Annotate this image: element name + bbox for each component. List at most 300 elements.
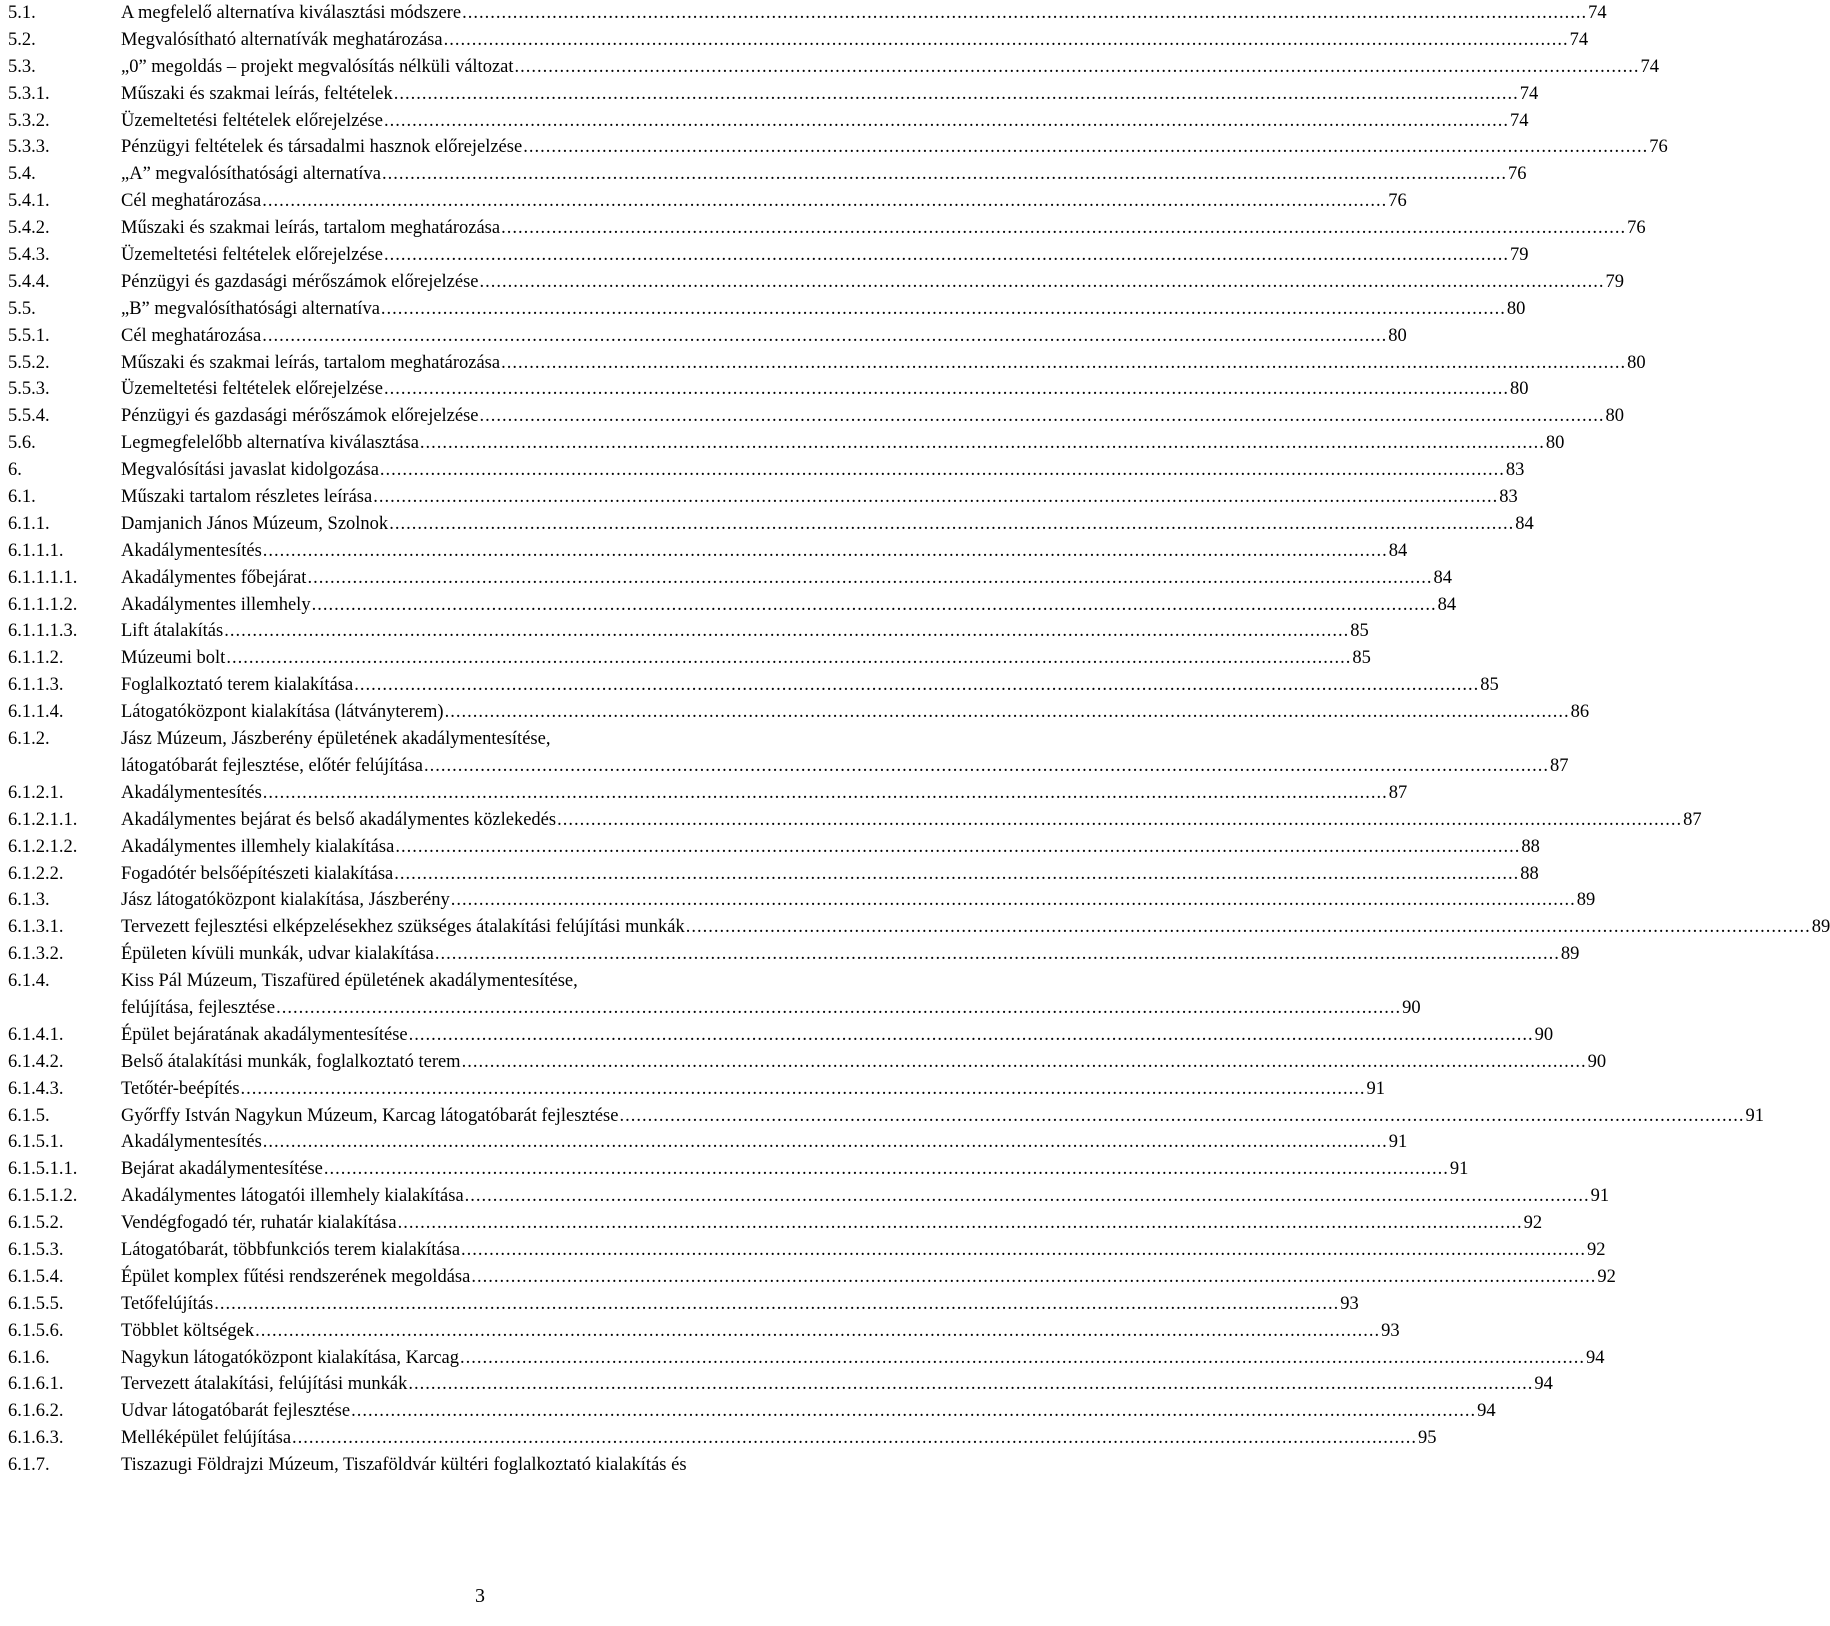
- toc-entry-number: 6.1.5.: [8, 1105, 50, 1126]
- toc-entry-page: 88: [1520, 863, 1539, 884]
- toc-entry-title: Tiszazugi Földrajzi Múzeum, Tiszaföldvár kültéri foglalkoztató kialakítás és: [121, 1455, 687, 1476]
- toc-entry-body: [121, 538, 1408, 565]
- toc-entry-title: Akadálymentes illemhely kialakítása: [121, 836, 395, 857]
- toc-leader-dots: ........................................................................................................................................................................................................: [354, 675, 1480, 696]
- toc-entry[interactable]: [0, 269, 1625, 296]
- toc-leader-dots: ........................................................................................................................................................................................................: [311, 594, 1437, 615]
- toc-entry-page: 76: [1388, 191, 1407, 212]
- toc-entry-title: Többlet költségek: [121, 1320, 255, 1341]
- toc-leader-dots: ........................................................................................................................................................................................................: [224, 621, 1350, 642]
- toc-entry-number: 6.1.1.1.3.: [8, 621, 78, 642]
- toc-entry-body: [121, 1156, 1469, 1183]
- toc-entry-title: Látogatóközpont kialakítása (látványterem): [121, 702, 444, 723]
- toc-entry[interactable]: [0, 592, 1457, 619]
- toc-entry[interactable]: [0, 968, 1421, 1022]
- toc-leader-dots: ........................................................................................................................................................................................................: [380, 298, 1506, 319]
- toc-entry-number: 6.1.3.2.: [8, 944, 64, 965]
- toc-entry-page: 94: [1586, 1347, 1605, 1368]
- toc-entry-number: 6.1.3.1.: [8, 917, 64, 938]
- toc-entry-title: Akadálymentesítés: [121, 782, 262, 803]
- toc-entry-page: 92: [1597, 1266, 1616, 1287]
- toc-entry[interactable]: [0, 834, 1540, 861]
- toc-entry-page: 76: [1507, 164, 1527, 185]
- toc-leader-dots: ........................................................................................................................................................................................................: [462, 3, 1588, 23]
- toc-entry-page: 88: [1521, 836, 1540, 857]
- toc-entry-body: [121, 1022, 1554, 1049]
- toc-leader-dots: ........................................................................................................................................................................................................: [461, 1051, 1587, 1072]
- toc-entry-body: [121, 1318, 1400, 1345]
- toc-entry-title: Múzeumi bolt: [121, 648, 226, 669]
- toc-entry-number: 6.1.1.1.: [8, 540, 64, 561]
- toc-leader-dots: ........................................................................................................................................................................................................: [240, 1078, 1366, 1099]
- toc-entry-title: Üzemeltetési feltételek előrejelzése: [121, 245, 383, 266]
- toc-entry-page: 83: [1499, 487, 1518, 508]
- toc-entry-title: Foglalkoztató terem kialakítása: [121, 675, 354, 696]
- toc-entry-page: 90: [1402, 997, 1421, 1018]
- toc-entry-number: 5.4.3.: [8, 245, 50, 266]
- toc-entry-number: 5.4.1.: [8, 191, 50, 212]
- toc-entry-number: 6.1.2.1.2.: [8, 836, 78, 857]
- toc-entry-title: Pénzügyi és gazdasági mérőszámok előrejelzése: [121, 406, 479, 427]
- toc-entry-page: 92: [1587, 1240, 1606, 1260]
- toc-entry-body: [121, 618, 1369, 645]
- toc-entry-page: 80: [1545, 433, 1565, 454]
- toc-entry[interactable]: [0, 1318, 1400, 1345]
- toc-entry-title: „0” megoldás – projekt megvalósítás nélküli változat: [121, 56, 514, 77]
- toc-entry-body: [121, 1291, 1359, 1318]
- toc-entry-title: Melléképület felújítása: [121, 1428, 292, 1449]
- toc-entry-title: „B” megvalósíthatósági alternatíva: [121, 298, 380, 319]
- toc-entry-number: 5.1.: [8, 3, 36, 23]
- page-number: 3: [475, 1585, 485, 1607]
- toc-entry-body: [121, 1237, 1606, 1264]
- toc-entry[interactable]: [0, 430, 1565, 457]
- toc-entry-title: Megvalósítható alternatívák meghatározása: [121, 29, 443, 50]
- toc-entry[interactable]: [0, 1022, 1554, 1049]
- toc-entry-number: 5.5.3.: [8, 379, 50, 400]
- toc-entry-page: 80: [1627, 352, 1646, 373]
- toc-entry-title: Udvar látogatóbarát fejlesztése: [121, 1401, 351, 1422]
- toc-entry-body: [121, 699, 1590, 726]
- toc-entry-page: 83: [1505, 460, 1525, 481]
- toc-entry-body: [121, 376, 1529, 403]
- toc-leader-dots: ........................................................................................................................................................................................................: [523, 137, 1649, 158]
- toc-entry[interactable]: [0, 1345, 1605, 1372]
- toc-entry-title: Jász látogatóközpont kialakítása, Jászberény: [121, 890, 450, 911]
- toc-entry-title: Műszaki tartalom részletes leírása: [121, 487, 373, 508]
- toc-entry-title: Épületen kívüli munkák, udvar kialakítása: [121, 944, 434, 965]
- toc-entry-title: Üzemeltetési feltételek előrejelzése: [121, 379, 383, 400]
- toc-entry-page: 74: [1519, 83, 1539, 104]
- toc-entry[interactable]: [0, 807, 1702, 834]
- toc-entry[interactable]: [0, 1264, 1616, 1291]
- toc-entry-page: 76: [1627, 218, 1646, 239]
- toc-leader-dots: ........................................................................................................................................................................................................: [389, 513, 1515, 534]
- toc-leader-dots: ........................................................................................................................................................................................................: [393, 83, 1519, 104]
- toc-entry-body: [121, 726, 1569, 780]
- toc-entry-body: [121, 1398, 1496, 1425]
- toc-entry-body: [121, 861, 1539, 888]
- toc-entry-body: [121, 403, 1625, 430]
- toc-entry[interactable]: [0, 511, 1534, 538]
- toc-entry-title: Műszaki és szakmai leírás, feltételek: [121, 83, 393, 104]
- toc-entry-page: 91: [1745, 1105, 1764, 1126]
- toc-entry-number: 5.3.1.: [8, 83, 50, 104]
- toc-entry-title: Látogatóbarát, többfunkciós terem kialakítása: [121, 1240, 461, 1260]
- toc-entry-body: [121, 457, 1525, 484]
- toc-leader-dots: ........................................................................................................................................................................................................: [619, 1105, 1745, 1126]
- toc-entry[interactable]: [0, 1371, 1553, 1398]
- toc-entry-number: 5.4.: [8, 164, 36, 185]
- toc-leader-dots: ........................................................................................................................................................................................................: [262, 191, 1388, 212]
- toc-entry-body: [121, 188, 1407, 215]
- toc-entry-body: [121, 0, 1607, 27]
- toc-leader-dots: ........................................................................................................................................................................................................: [383, 379, 1509, 400]
- toc-entry[interactable]: [0, 1210, 1543, 1237]
- toc-entry-page: 91: [1449, 1159, 1469, 1180]
- toc-entry-body: [121, 1076, 1386, 1103]
- toc-entry-number: 6.1.4.3.: [8, 1078, 64, 1099]
- toc-entry-body: [121, 645, 1371, 672]
- toc-entry-page: 74: [1588, 3, 1607, 23]
- toc-entry-title: Akadálymentesítés: [121, 540, 262, 561]
- toc-entry[interactable]: [0, 108, 1529, 135]
- toc-entry[interactable]: [0, 565, 1452, 592]
- toc-entry-page: 93: [1340, 1293, 1359, 1314]
- toc-entry-page: 87: [1388, 782, 1408, 803]
- toc-entry-page: 84: [1433, 567, 1452, 588]
- toc-entry[interactable]: [0, 484, 1518, 511]
- toc-entry-body: [121, 1264, 1616, 1291]
- toc-entry[interactable]: [0, 242, 1529, 269]
- toc-entry[interactable]: [0, 780, 1408, 807]
- toc-entry-number: 6.1.1.3.: [8, 675, 64, 696]
- toc-entry[interactable]: [0, 618, 1369, 645]
- toc-leader-dots: ........................................................................................................................................................................................................: [307, 567, 1433, 588]
- toc-leader-dots: ........................................................................................................................................................................................................: [397, 1213, 1523, 1234]
- toc-entry-body: [121, 242, 1529, 269]
- toc-leader-dots: ........................................................................................................................................................................................................: [479, 406, 1605, 427]
- toc-entry-title: Műszaki és szakmai leírás, tartalom meghatározása: [121, 352, 501, 373]
- toc-entry-body: [121, 27, 1589, 54]
- toc-entry-body: [121, 887, 1596, 914]
- toc-entry-page: 91: [1388, 1132, 1408, 1153]
- toc-entry-page: 74: [1509, 110, 1529, 131]
- toc-leader-dots: ........................................................................................................................................................................................................: [214, 1293, 1340, 1314]
- toc-entry-title: Pénzügyi feltételek és társadalmi hasznok előrejelzése: [121, 137, 523, 158]
- toc-entry-number: 6.1.5.3.: [8, 1240, 64, 1260]
- toc-entry-title: A megfelelő alternatíva kiválasztási módszere: [121, 3, 462, 23]
- toc-entry-number: 6.1.2.: [8, 729, 50, 750]
- toc-entry-body: [121, 1129, 1408, 1156]
- toc-entry-page: 85: [1350, 621, 1369, 642]
- toc-entry[interactable]: [0, 699, 1590, 726]
- toc-entry-number: 6.1.1.: [8, 513, 50, 534]
- toc-entry-number: 6.1.5.2.: [8, 1213, 64, 1234]
- toc-entry[interactable]: [0, 1076, 1386, 1103]
- toc-entry-title-first-line: Kiss Pál Múzeum, Tiszafüred épületének akadálymentesítése,: [121, 971, 578, 992]
- toc-entry-page: 89: [1560, 944, 1580, 965]
- toc-entry-page: 76: [1649, 137, 1668, 158]
- toc-entry-number: 6.1.1.1.2.: [8, 594, 78, 615]
- toc-entry[interactable]: [0, 941, 1580, 968]
- toc-entry-title: Tetőfelújítás: [121, 1293, 214, 1314]
- toc-entry-title-first-line: Jász Múzeum, Jászberény épületének akadálymentesítése,: [121, 729, 551, 750]
- toc-leader-dots: ........................................................................................................................................................................................................: [443, 29, 1569, 50]
- toc-entry-title: Tervezett fejlesztési elképzelésekhez szükséges átalakítási felújítási munkák: [121, 917, 685, 938]
- toc-entry-title: Akadálymentes illemhely: [121, 594, 311, 615]
- toc-entry-number: 6.1.5.1.: [8, 1132, 64, 1153]
- toc-leader-dots: ........................................................................................................................................................................................................: [262, 782, 1388, 803]
- toc-entry-title: Belső átalakítási munkák, foglalkoztató terem: [121, 1051, 461, 1072]
- toc-entry-page: 84: [1437, 594, 1457, 615]
- toc-entry[interactable]: [0, 726, 1569, 780]
- toc-entry-body: [121, 565, 1452, 592]
- toc-entry-number: 5.3.3.: [8, 137, 50, 158]
- toc-entry-page: 90: [1587, 1051, 1607, 1072]
- toc-leader-dots: ........................................................................................................................................................................................................: [383, 245, 1509, 266]
- toc-entry-number: 5.5.: [8, 298, 36, 319]
- toc-entry-title: Tetőtér-beépítés: [121, 1078, 240, 1099]
- toc-entry-title: Fogadótér belsőépítészeti kialakítása: [121, 863, 394, 884]
- toc-entry[interactable]: [0, 672, 1499, 699]
- toc-entry-number: 5.2.: [8, 29, 36, 50]
- toc-entry-page: 84: [1388, 540, 1408, 561]
- toc-entry-title: Vendégfogadó tér, ruhatár kialakítása: [121, 1213, 397, 1234]
- toc-leader-dots: ........................................................................................................................................................................................................: [379, 460, 1505, 481]
- toc-entry-body: [121, 968, 1421, 1022]
- toc-leader-dots: ........................................................................................................................................................................................................: [501, 352, 1627, 373]
- toc-entry[interactable]: [0, 914, 1830, 941]
- toc-entry-number: 6.1.6.3.: [8, 1428, 64, 1449]
- toc-entry[interactable]: [0, 1425, 1437, 1452]
- toc-entry[interactable]: [0, 134, 1668, 161]
- toc-entry[interactable]: [0, 1049, 1607, 1076]
- toc-entry-number: 6.1.7.: [8, 1455, 50, 1476]
- toc-entry[interactable]: [0, 161, 1527, 188]
- toc-entry-number: 6.1.1.2.: [8, 648, 64, 669]
- toc-entry-title: Tervezett átalakítási, felújítási munkák: [121, 1374, 408, 1395]
- toc-entry-title: Damjanich János Múzeum, Szolnok: [121, 513, 389, 534]
- toc-entry-body: [121, 780, 1408, 807]
- toc-entry[interactable]: [0, 0, 1607, 27]
- toc-leader-dots: ........................................................................................................................................................................................................: [292, 1428, 1418, 1449]
- toc-entry[interactable]: [0, 538, 1408, 565]
- toc-entry-page: 87: [1683, 809, 1702, 830]
- toc-entry-title: Pénzügyi és gazdasági mérőszámok előrejelzése: [121, 271, 479, 292]
- toc-leader-dots: ........................................................................................................................................................................................................: [255, 1320, 1381, 1341]
- toc-entry[interactable]: [0, 188, 1407, 215]
- toc-entry[interactable]: [0, 1452, 960, 1479]
- toc-entry-body: [121, 1452, 927, 1479]
- toc-leader-dots: ........................................................................................................................................................................................................: [323, 1159, 1449, 1180]
- toc-entry-number: 5.5.2.: [8, 352, 50, 373]
- toc-entry[interactable]: [0, 54, 1660, 81]
- toc-entry[interactable]: [0, 1237, 1606, 1264]
- toc-entry-body: [121, 350, 1646, 377]
- toc-entry[interactable]: [0, 27, 1589, 54]
- toc-entry-body: [121, 296, 1526, 323]
- toc-entry-number: 5.3.: [8, 56, 36, 77]
- toc-entry-title: Üzemeltetési feltételek előrejelzése: [121, 110, 383, 131]
- toc-leader-dots: ........................................................................................................................................................................................................: [460, 1347, 1586, 1368]
- toc-entry-title: Győrffy István Nagykun Múzeum, Karcag látogatóbarát fejlesztése: [121, 1105, 619, 1126]
- toc-entry-page: 80: [1509, 379, 1529, 400]
- toc-entry-number: 5.5.1.: [8, 325, 50, 346]
- toc-entry-body: [121, 484, 1518, 511]
- toc-leader-dots: ........................................................................................................................................................................................................: [557, 809, 1683, 830]
- toc-entry[interactable]: [0, 645, 1371, 672]
- toc-entry-number: 6.1.6.2.: [8, 1401, 64, 1422]
- toc-entry-number: 5.5.4.: [8, 406, 50, 427]
- toc-entry-number: 6.1.5.5.: [8, 1293, 64, 1314]
- toc-entry-number: 6.1.5.1.2.: [8, 1186, 78, 1207]
- toc-entry-number: 6.1.5.4.: [8, 1266, 64, 1287]
- toc-entry-number: 6.1.4.2.: [8, 1051, 64, 1072]
- toc-entry-body: [121, 834, 1540, 861]
- toc-leader-dots: ........................................................................................................................................................................................................: [424, 755, 1550, 776]
- toc-entry[interactable]: [0, 350, 1646, 377]
- toc-entry-body: [121, 134, 1668, 161]
- toc-entry-body: [121, 1210, 1543, 1237]
- toc-entry[interactable]: [0, 81, 1539, 108]
- toc-entry-body: [121, 914, 1830, 941]
- toc-entry-body: [121, 511, 1534, 538]
- toc-entry-body: [121, 1103, 1764, 1130]
- toc-leader-dots: ........................................................................................................................................................................................................: [383, 110, 1509, 131]
- toc-entry-page: 79: [1605, 271, 1625, 292]
- toc-leader-dots: ........................................................................................................................................................................................................: [408, 1024, 1534, 1045]
- toc-leader-dots: ........................................................................................................................................................................................................: [501, 218, 1627, 239]
- toc-entry[interactable]: [0, 296, 1526, 323]
- toc-entry-title: Cél meghatározása: [121, 325, 262, 346]
- toc-leader-dots: ........................................................................................................................................................................................................: [464, 1186, 1590, 1207]
- toc-entry-number: 6.1.4.: [8, 971, 50, 992]
- toc-entry-number: 6.1.2.1.: [8, 782, 64, 803]
- toc-entry-body: [121, 108, 1529, 135]
- toc-entry-page: 91: [1366, 1078, 1386, 1099]
- toc-entry-body: [121, 54, 1660, 81]
- toc-entry-body: [121, 941, 1580, 968]
- toc-entry-number: 5.6.: [8, 433, 36, 454]
- toc-entry-body: [121, 592, 1457, 619]
- toc-entry-page: 93: [1381, 1320, 1400, 1341]
- toc-entry-page: 94: [1477, 1401, 1496, 1422]
- toc-entry-number: 6.1.2.2.: [8, 863, 64, 884]
- toc-entry-page: 80: [1388, 325, 1407, 346]
- toc-entry-body: [121, 807, 1702, 834]
- toc-leader-dots: ........................................................................................................................................................................................................: [685, 917, 1811, 938]
- toc-entry[interactable]: [0, 1183, 1610, 1210]
- toc-leader-dots: ........................................................................................................................................................................................................: [276, 997, 1402, 1018]
- toc-entry-title: Nagykun látogatóközpont kialakítása, Karcag: [121, 1347, 460, 1368]
- toc-entry-page: 89: [1576, 890, 1596, 911]
- toc-entry-number: 5.3.2.: [8, 110, 50, 131]
- toc-leader-dots: ........................................................................................................................................................................................................: [226, 648, 1352, 669]
- toc-entry-page: 84: [1515, 513, 1534, 534]
- toc-entry-number: 6.1.3.: [8, 890, 50, 911]
- toc-leader-dots: ........................................................................................................................................................................................................: [479, 271, 1605, 292]
- toc-entry-page: 86: [1570, 702, 1590, 723]
- toc-leader-dots: ........................................................................................................................................................................................................: [444, 702, 1570, 723]
- toc-entry-page: 94: [1534, 1374, 1553, 1395]
- toc-entry-title: Legmegfelelőbb alternatíva kiválasztása: [121, 433, 419, 454]
- toc-entry-number: 6.1.5.1.1.: [8, 1159, 78, 1180]
- toc-entry-body: [121, 1425, 1437, 1452]
- toc-leader-dots: ........................................................................................................................................................................................................: [514, 56, 1640, 77]
- toc-entry-number: 5.4.2.: [8, 218, 50, 239]
- toc-entry[interactable]: [0, 323, 1407, 350]
- toc-entry-body: [121, 269, 1625, 296]
- toc-entry[interactable]: [0, 887, 1596, 914]
- toc-entry[interactable]: [0, 1129, 1408, 1156]
- toc-entry-body: [121, 161, 1527, 188]
- toc-leader-dots: ........................................................................................................................................................................................................: [262, 325, 1388, 346]
- toc-entry-title: Akadálymentes látogatói illemhely kialakítása: [121, 1186, 464, 1207]
- toc-entry[interactable]: [0, 861, 1539, 888]
- toc-entry[interactable]: [0, 1398, 1496, 1425]
- toc-leader-dots: ........................................................................................................................................................................................................: [461, 1240, 1587, 1260]
- toc-entry-title: Cél meghatározása: [121, 191, 262, 212]
- toc-entry-title: Épület komplex fűtési rendszerének megoldása: [121, 1266, 471, 1287]
- toc-entry-number: 6.1.4.1.: [8, 1024, 64, 1045]
- toc-leader-dots: ........................................................................................................................................................................................................: [394, 863, 1520, 884]
- toc-leader-dots: ........................................................................................................................................................................................................: [395, 836, 1521, 857]
- toc-entry-page: 85: [1352, 648, 1371, 669]
- toc-entry[interactable]: [0, 1156, 1469, 1183]
- toc-entry-title: Akadálymentes bejárat és belső akadálymentes közlekedés: [121, 809, 557, 830]
- toc-leader-dots: ........................................................................................................................................................................................................: [434, 944, 1560, 965]
- toc-entry-body: [121, 1049, 1607, 1076]
- toc-entry[interactable]: [0, 1291, 1359, 1318]
- toc-entry-page: 89: [1811, 917, 1830, 938]
- toc-leader-dots: ........................................................................................................................................................................................................: [262, 540, 1388, 561]
- toc-leader-dots: ........................................................................................................................................................................................................: [381, 164, 1507, 185]
- toc-entry-title: Megvalósítási javaslat kidolgozása: [121, 460, 379, 481]
- toc-entry-number: 6.1.2.1.1.: [8, 809, 78, 830]
- toc-leader-dots: ........................................................................................................................................................................................................: [419, 433, 1545, 454]
- toc-entry-page: 79: [1509, 245, 1529, 266]
- toc-entry-body: [121, 81, 1539, 108]
- toc-entry-number: 6.1.: [8, 487, 36, 508]
- toc-entry[interactable]: [0, 403, 1625, 430]
- toc-entry-number: 6.1.6.: [8, 1347, 50, 1368]
- toc-entry-page: 74: [1569, 29, 1589, 50]
- toc-entry[interactable]: [0, 1103, 1764, 1130]
- toc-entry-title: Bejárat akadálymentesítése: [121, 1159, 323, 1180]
- toc-entry-page: 90: [1534, 1024, 1554, 1045]
- toc-entry-page: 74: [1640, 56, 1660, 77]
- toc-entry-body: [121, 323, 1407, 350]
- toc-entry[interactable]: [0, 376, 1529, 403]
- toc-entry-title: Műszaki és szakmai leírás, tartalom meghatározása: [121, 218, 501, 239]
- toc-entry-title: Akadálymentes főbejárat: [121, 567, 307, 588]
- toc-entry-body: [121, 1183, 1610, 1210]
- toc-entry-title: Épület bejáratának akadálymentesítése: [121, 1024, 408, 1045]
- toc-entry-title: felújítása, fejlesztése: [121, 997, 276, 1018]
- toc-entry-page: 80: [1605, 406, 1625, 427]
- toc-entry[interactable]: [0, 215, 1646, 242]
- toc-entry-title: látogatóbarát fejlesztése, előtér felújítása: [121, 755, 424, 776]
- toc-leader-dots: ........................................................................................................................................................................................................: [351, 1401, 1477, 1422]
- toc-leader-dots: ........................................................................................................................................................................................................: [450, 890, 1576, 911]
- toc-entry-number: 6.: [8, 460, 22, 481]
- toc-entry-page: 85: [1480, 675, 1499, 696]
- toc-entry-page: 87: [1550, 755, 1569, 776]
- toc-leader-dots: ........................................................................................................................................................................................................: [262, 1132, 1388, 1153]
- toc-entry[interactable]: [0, 457, 1525, 484]
- toc-leader-dots: ........................................................................................................................................................................................................: [373, 487, 1499, 508]
